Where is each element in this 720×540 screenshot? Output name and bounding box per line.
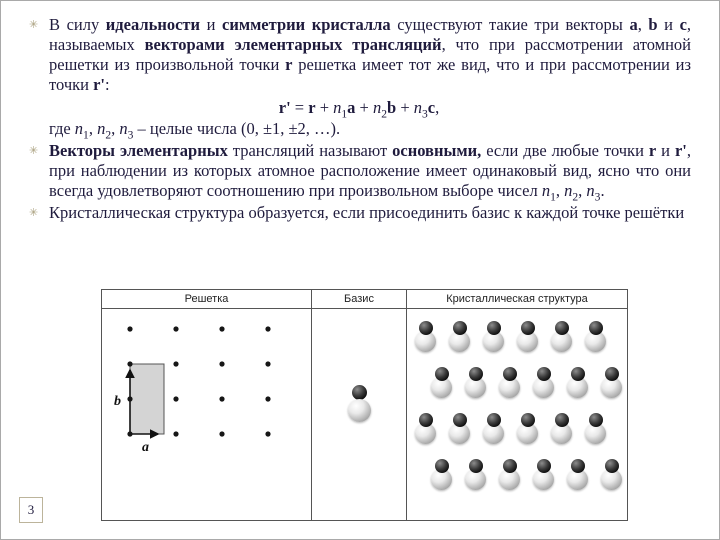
lattice-point [173, 396, 178, 401]
lattice-point [265, 326, 270, 331]
black-atom [555, 413, 569, 427]
lattice-point [173, 326, 178, 331]
lattice-diagram-body [102, 309, 311, 520]
lattice-point [127, 326, 132, 331]
black-atom [521, 413, 535, 427]
slide-body [27, 15, 691, 225]
bullet-item-2 [27, 140, 691, 204]
black-atom [571, 459, 585, 473]
black-atom [605, 459, 619, 473]
black-atom [435, 367, 449, 381]
black-atom [487, 321, 501, 335]
black-atom [537, 459, 551, 473]
black-atom [589, 321, 603, 335]
bullet-icon: ✳ [29, 143, 39, 157]
vector-a-label: a [142, 440, 149, 455]
lattice-point [219, 431, 224, 436]
panel-label-lattice: Решетка [102, 290, 311, 309]
translation-formula: $r' = r + n_1a + n_2b + n_3c$, [278, 97, 440, 120]
panel-crystal-structure [406, 290, 627, 520]
page-number-value: 3 [27, 502, 35, 517]
lattice-point [219, 361, 224, 366]
lattice-point [219, 326, 224, 331]
black-atom [605, 367, 619, 381]
where-clause: где $n_1$, $n_2$, $n_3$ – целые числа (0, ±1, ±2, …). [49, 118, 341, 141]
lattice-point [265, 361, 270, 366]
lattice-point [173, 431, 178, 436]
panel-lattice [102, 290, 311, 520]
bullet-icon: ✳ [29, 18, 39, 31]
black-atom [453, 321, 467, 335]
panel-label-basis: Базис [312, 290, 406, 309]
black-atom [537, 367, 551, 381]
bullet-item-1 [27, 15, 691, 96]
black-atom [589, 413, 603, 427]
lattice-point [265, 396, 270, 401]
black-atom [487, 413, 501, 427]
figure-lattice-basis-structure [101, 289, 628, 521]
bullet-item-3 [27, 203, 691, 223]
panel-label-crystal-structure: Кристаллическая структура [407, 290, 627, 309]
white-atom [348, 399, 371, 422]
lattice-point [265, 431, 270, 436]
unit-cell-rect [130, 364, 164, 434]
black-atom [435, 459, 449, 473]
black-atom [469, 459, 483, 473]
vector-b-label: b [114, 394, 121, 409]
black-atom [503, 459, 517, 473]
bullet-text-3: Кристаллическая структура образуется, если присоединить базис к каждой точке решётки [49, 203, 685, 223]
black-atom [521, 321, 535, 335]
lattice-point [127, 396, 132, 401]
black-atom [453, 413, 467, 427]
bullet-text-2: Векторы элементарных трансляций называют основными, если две любые точки r и r', при наблюдении из которых атомное расположение имеет одинаковый вид, ясно что они всегда удовлетворяют соотношению при произвольном выборе чисел $n_1$, $n_2$, $n_3$. [49, 140, 691, 204]
bullet-text-1: В силу идеальности и симметрии кристалла существуют такие три векторы a, b и c, называемых векторами элементарных трансляций, что при рассмотрении атомной решетки из произвольной точки r решетка имеет тот же вид, что и при рассмотрении из точки r': [49, 15, 692, 95]
black-atom [352, 385, 367, 400]
basis-diagram [312, 309, 406, 520]
black-atom [419, 413, 433, 427]
crystal-structure-diagram [407, 309, 627, 520]
bullet-icon: ✳ [29, 206, 39, 220]
lattice-point [127, 361, 132, 366]
lattice-point [219, 396, 224, 401]
lattice-point [173, 361, 178, 366]
panel-basis [311, 290, 406, 520]
black-atom [469, 367, 483, 381]
lattice-diagram [102, 309, 309, 519]
page-number [19, 497, 43, 523]
black-atom [571, 367, 585, 381]
black-atom [503, 367, 517, 381]
black-atom [419, 321, 433, 335]
lattice-point [127, 431, 132, 436]
black-atom [555, 321, 569, 335]
